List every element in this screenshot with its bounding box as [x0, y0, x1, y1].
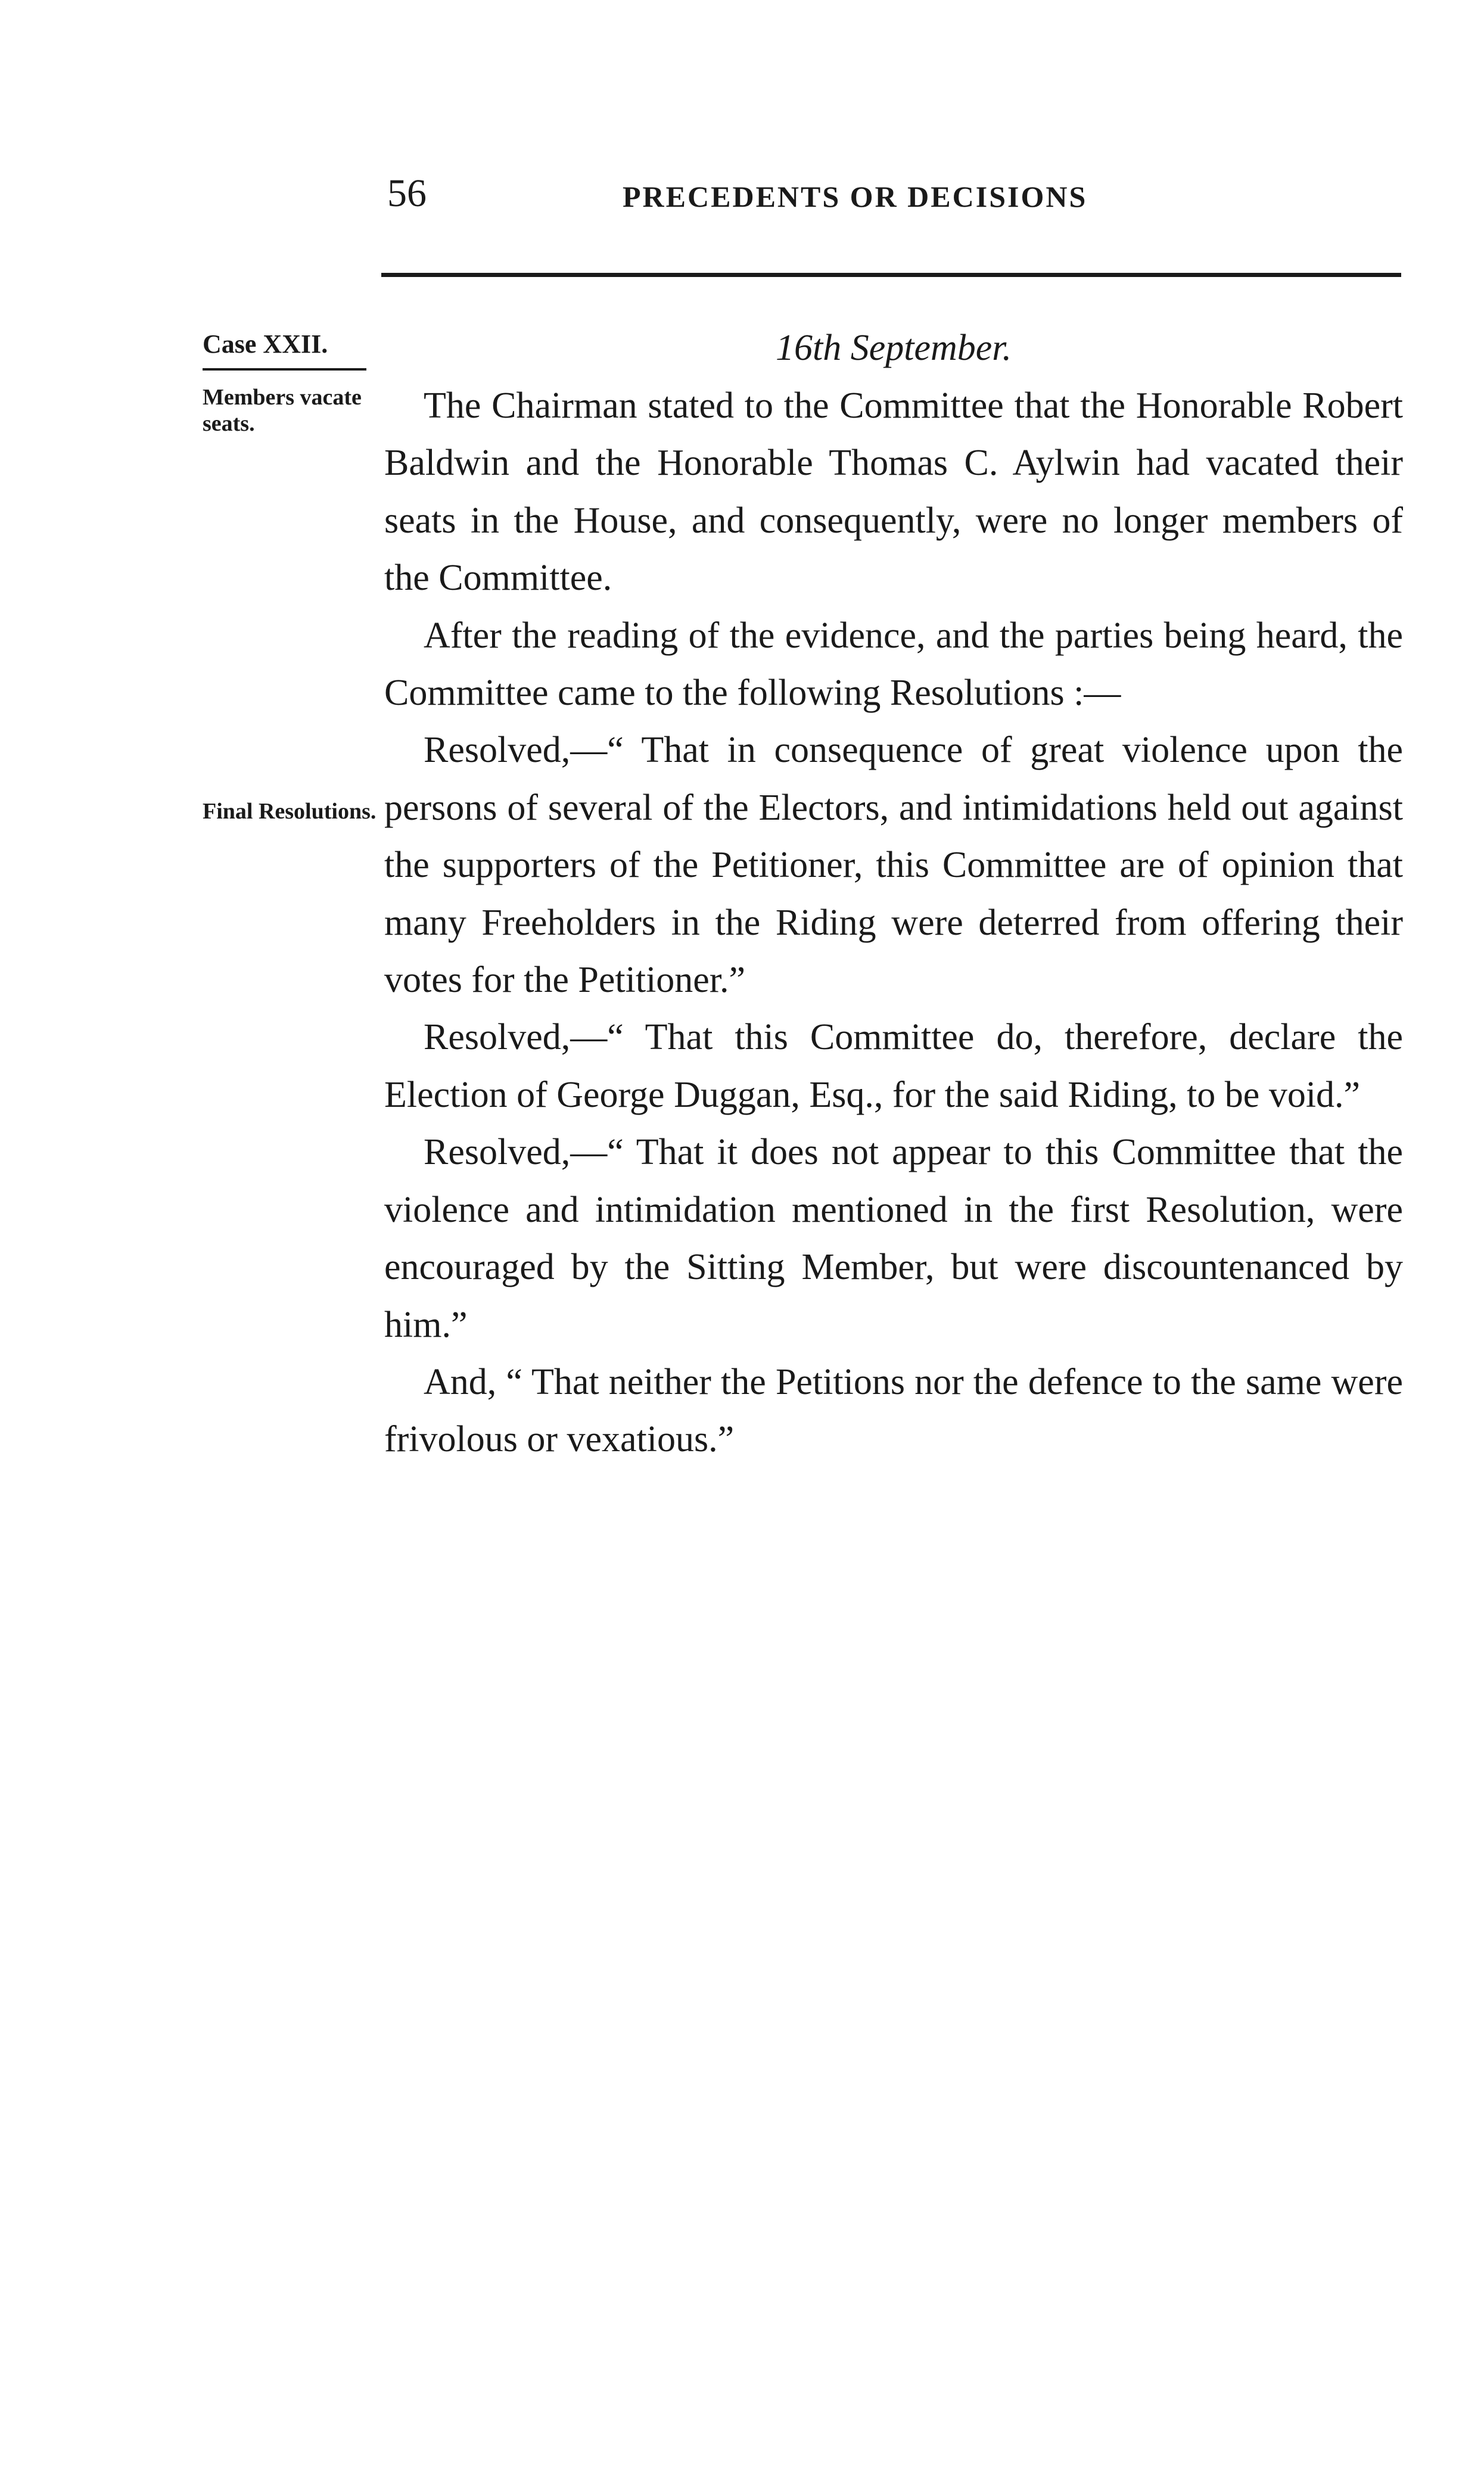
paragraph: And, “ That neither the Petitions nor the defence to the same were frivolous or vexatious.” [384, 1361, 1403, 1460]
paragraph: Resolved,—“ That it does not appear to this Committee that the violence and intimidation mentioned in the first Resolution, were encouraged by the Sitting Member, but were discountenanced by him.” [384, 1132, 1403, 1345]
main-text [384, 319, 1403, 1468]
sidenote-final-resolutions: Final Resolutions. [203, 799, 377, 824]
page-number: 56 [387, 172, 427, 215]
page-header [387, 167, 1400, 220]
running-head: PRECEDENTS OR DECISIONS [623, 180, 1088, 213]
paragraph: The Chairman stated to the Committee that the Honorable Robert Baldwin and the Honorable Thomas C. Aylwin had vacated their seats in the House, and consequently, were no longer members of the Committee. [384, 385, 1403, 599]
paragraph: Resolved,—“ That in consequence of great violence upon the persons of several of the Electors, and intimidations held out against the supporters of the Petitioner, this Committee are of opinion that many Freeholders in the Riding were deterred from offering their votes for the Petitioner.” [384, 730, 1403, 1001]
header-rule [381, 273, 1401, 277]
paragraph: After the reading of the evidence, and the parties being heard, the Committee came to the following Resolutions :— [384, 615, 1403, 714]
case-label: Case XXII. [203, 326, 366, 371]
date-heading: 16th September. [775, 328, 1012, 368]
sidenote-members-vacate-seats: Members vacate seats. [203, 385, 362, 436]
paragraph: Resolved,—“ That this Committee do, therefore, declare the Election of George Duggan, Esq., for the said Riding, to be void.” [384, 1017, 1403, 1115]
